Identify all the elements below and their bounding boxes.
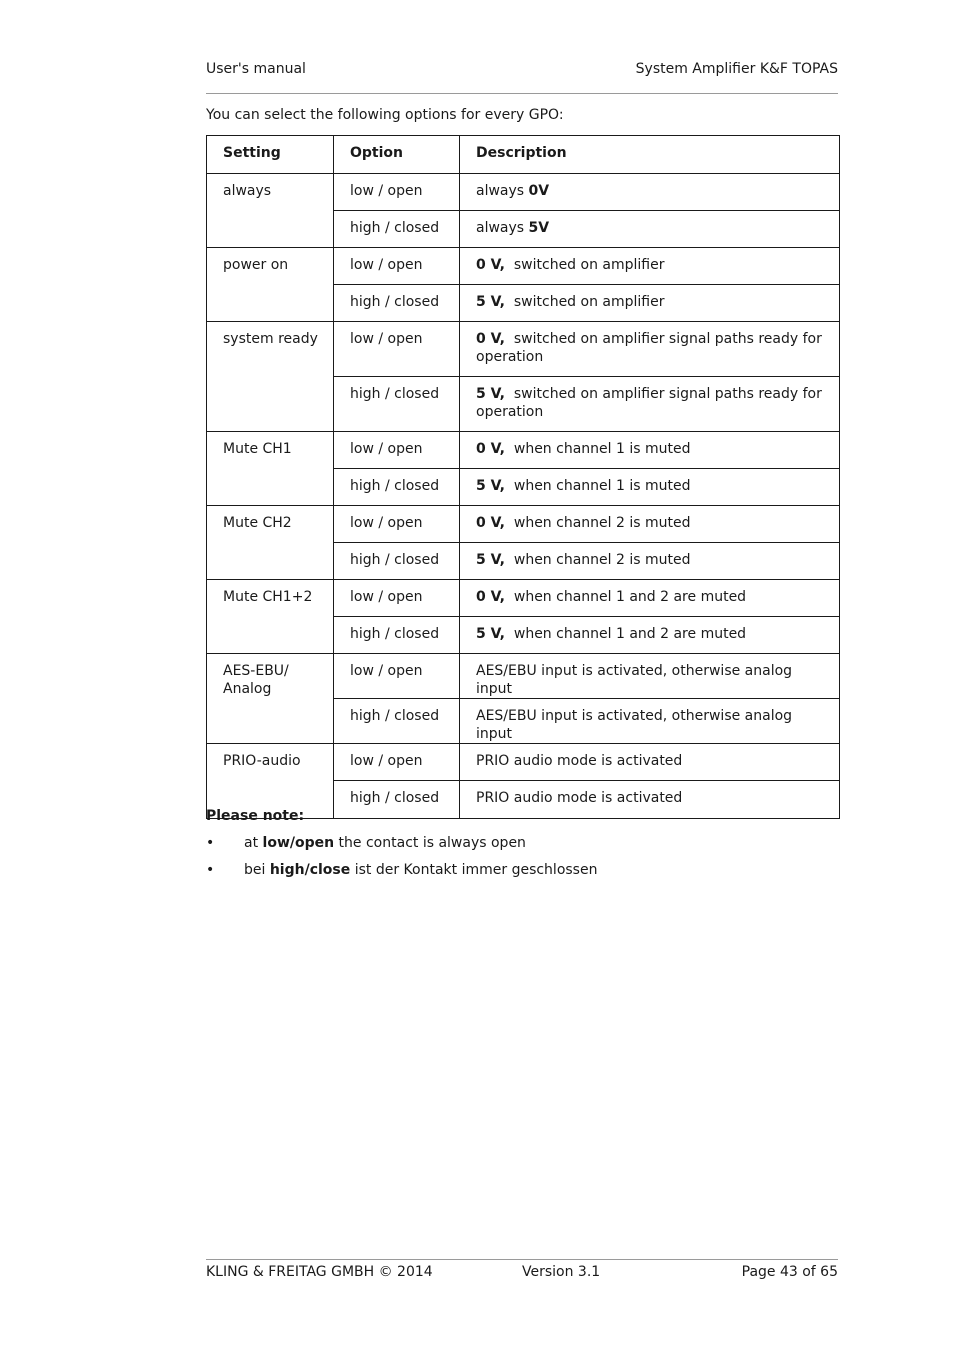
- gpo-options-table: [206, 135, 840, 819]
- description-cell: 5 V, when channel 1 is muted: [460, 469, 840, 506]
- description-cell: AES/EBU input is activated, otherwise analog input: [460, 699, 840, 744]
- setting-cell: PRIO-audio: [207, 744, 334, 819]
- description-cell: PRIO audio mode is activated: [460, 744, 840, 781]
- table-row: [207, 744, 840, 781]
- header-document-type: User's manual: [206, 61, 306, 77]
- list-item-text: at low/open the contact is always open: [244, 835, 526, 851]
- table-row: [207, 580, 840, 617]
- option-cell: low / open: [334, 744, 460, 781]
- setting-cell: system ready: [207, 322, 334, 432]
- description-cell: 0 V, when channel 1 is muted: [460, 432, 840, 469]
- setting-cell: power on: [207, 248, 334, 322]
- option-cell: low / open: [334, 322, 460, 377]
- column-header-description: Description: [460, 136, 840, 174]
- option-cell: high / closed: [334, 699, 460, 744]
- footer-copyright: KLING & FREITAG GMBH © 2014: [206, 1264, 433, 1280]
- table-row: [207, 322, 840, 377]
- footer-version: Version 3.1: [522, 1264, 601, 1280]
- description-cell: 5 V, when channel 2 is muted: [460, 543, 840, 580]
- option-cell: low / open: [334, 654, 460, 699]
- setting-cell: AES-EBU/ Analog: [207, 654, 334, 744]
- option-cell: low / open: [334, 432, 460, 469]
- option-cell: low / open: [334, 506, 460, 543]
- setting-cell: Mute CH1+2: [207, 580, 334, 654]
- description-cell: AES/EBU input is activated, otherwise analog input: [460, 654, 840, 699]
- intro-text: You can select the following options for every GPO:: [206, 107, 564, 123]
- description-cell: always 0V: [460, 174, 840, 211]
- page-header: [206, 61, 838, 94]
- bullet-icon: •: [206, 835, 215, 851]
- option-cell: high / closed: [334, 469, 460, 506]
- option-cell: low / open: [334, 248, 460, 285]
- column-header-option: Option: [334, 136, 460, 174]
- setting-cell: Mute CH2: [207, 506, 334, 580]
- description-cell: 5 V, switched on amplifier: [460, 285, 840, 322]
- description-cell: 5 V, switched on amplifier signal paths ready for operation: [460, 377, 840, 432]
- footer-page-number: Page 43 of 65: [741, 1264, 838, 1280]
- description-cell: 0 V, switched on amplifier signal paths ready for operation: [460, 322, 840, 377]
- description-cell: PRIO audio mode is activated: [460, 781, 840, 819]
- option-cell: high / closed: [334, 781, 460, 819]
- table-row: [207, 248, 840, 285]
- option-cell: high / closed: [334, 377, 460, 432]
- table-row: [207, 432, 840, 469]
- option-cell: high / closed: [334, 285, 460, 322]
- setting-cell: Mute CH1: [207, 432, 334, 506]
- description-cell: 0 V, when channel 2 is muted: [460, 506, 840, 543]
- header-product-name: System Amplifier K&F TOPAS: [635, 61, 838, 77]
- description-cell: 5 V, when channel 1 and 2 are muted: [460, 617, 840, 654]
- column-header-setting: Setting: [207, 136, 334, 174]
- option-cell: low / open: [334, 174, 460, 211]
- table-row: [207, 174, 840, 211]
- note-title: Please note:: [206, 808, 305, 824]
- page-footer: [206, 1259, 838, 1290]
- list-item-text: bei high/close ist der Kontakt immer geschlossen: [244, 862, 598, 878]
- bullet-icon: •: [206, 862, 215, 878]
- setting-cell: always: [207, 174, 334, 248]
- option-cell: high / closed: [334, 543, 460, 580]
- option-cell: low / open: [334, 580, 460, 617]
- table-header-row: [207, 136, 840, 174]
- option-cell: high / closed: [334, 211, 460, 248]
- description-cell: 0 V, when channel 1 and 2 are muted: [460, 580, 840, 617]
- option-cell: high / closed: [334, 617, 460, 654]
- description-cell: 0 V, switched on amplifier: [460, 248, 840, 285]
- table-row: [207, 506, 840, 543]
- table-row: [207, 654, 840, 699]
- description-cell: always 5V: [460, 211, 840, 248]
